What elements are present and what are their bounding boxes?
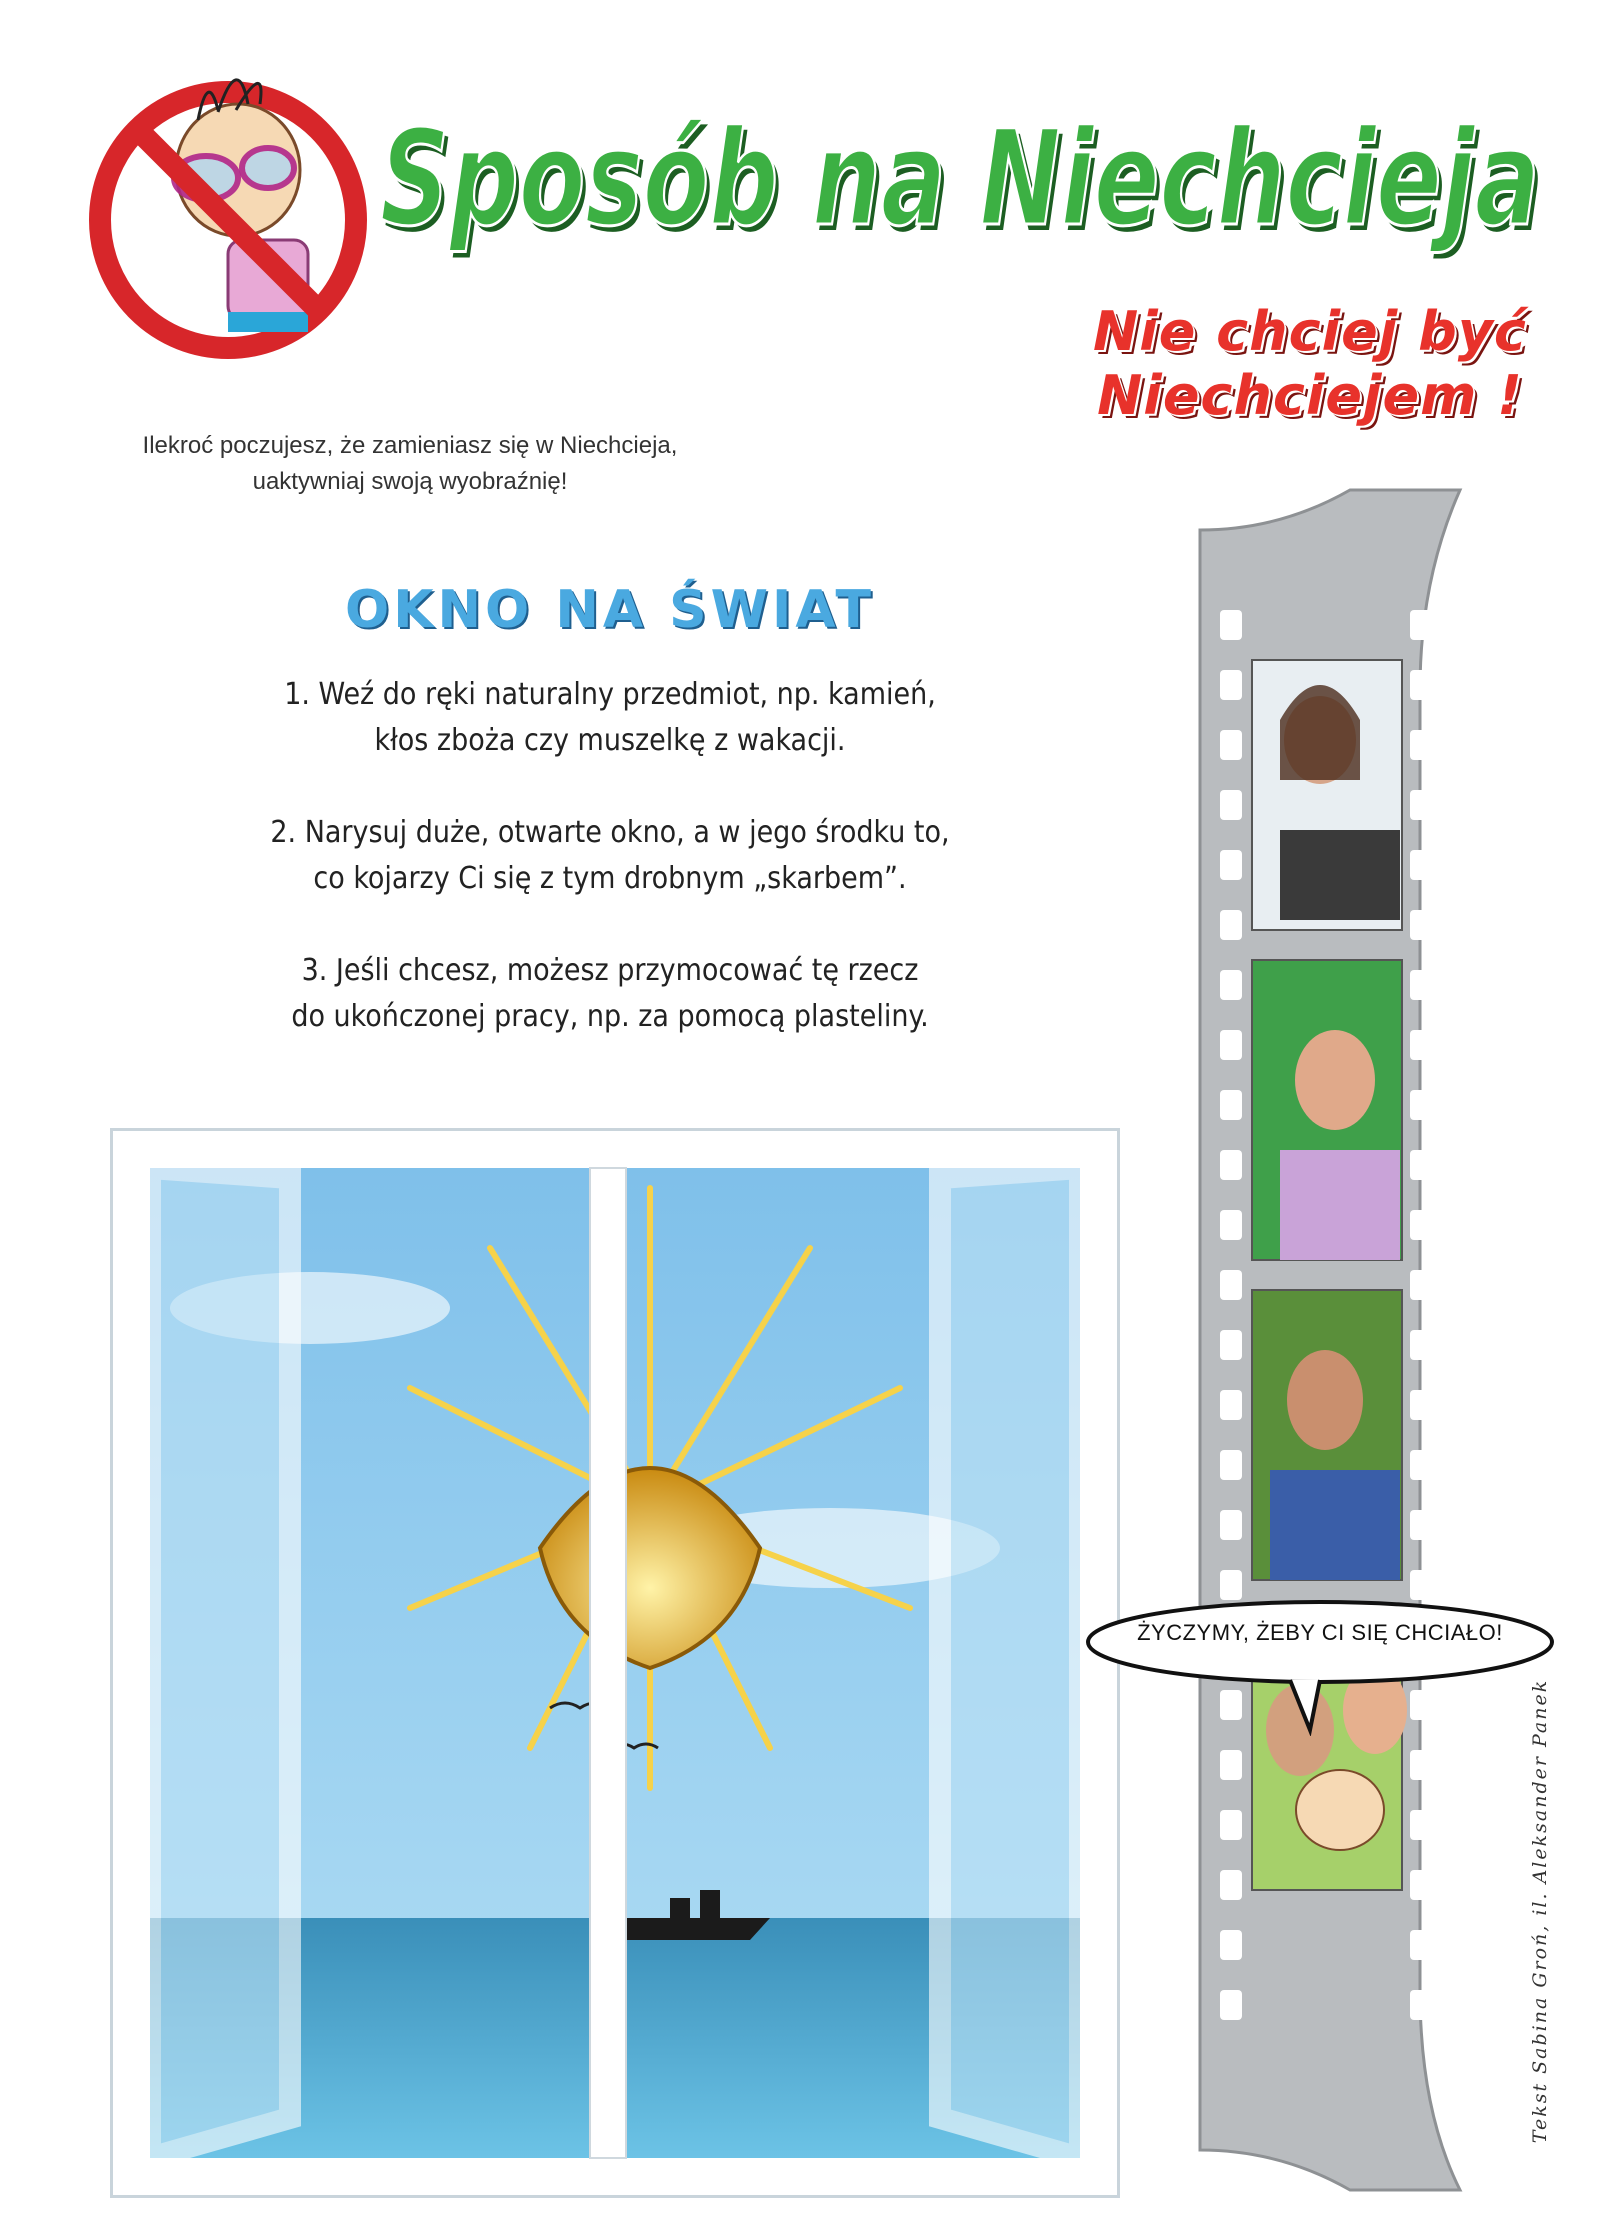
credits [1520, 1650, 1560, 2190]
speech-bubble [1080, 1596, 1560, 1688]
slogan-line-2: Niechciejem ! [1097, 364, 1523, 427]
section-heading: OKNO NA ŚWIAT [344, 580, 876, 640]
step-2: 2. Narysuj duże, otwarte okno, a w jego środku to, co kojarzy Ci się z tym drobnym „skarbem”. [270, 815, 950, 896]
slogan-line-1: Nie chciej być [1093, 300, 1527, 363]
step-1: 1. Weź do ręki naturalny przedmiot, np. kamień, kłos zboża czy muszelkę z wakacji. [284, 677, 936, 758]
credits-text: Tekst Sabina Groń, il. Aleksander Panek [1529, 1678, 1551, 2144]
intro-line-2: uaktywniaj swoją wyobraźnię! [252, 468, 568, 495]
filmstrip-illustration [1140, 470, 1480, 2210]
title-text: Sposób na Niechcieja [380, 102, 1540, 256]
intro-text [80, 428, 740, 500]
slogan [1080, 300, 1540, 428]
intro-line-1: Ilekroć poczujesz, że zamieniasz się w Niechcieja, [142, 432, 678, 459]
no-niechciej-logo [78, 50, 378, 390]
instruction-steps [170, 672, 1050, 1086]
title-shadow: Sposób na Niechcieja [384, 108, 1544, 262]
speech-bubble-text: ŻYCZYMY, ŻEBY CI SIĘ CHCIAŁO! [1137, 1620, 1503, 1645]
open-window-illustration [110, 1128, 1120, 2198]
page-title [380, 80, 1560, 270]
step-3: 3. Jeśli chcesz, możesz przymocować tę rzecz do ukończonej pracy, np. za pomocą plasteliny. [291, 953, 929, 1034]
